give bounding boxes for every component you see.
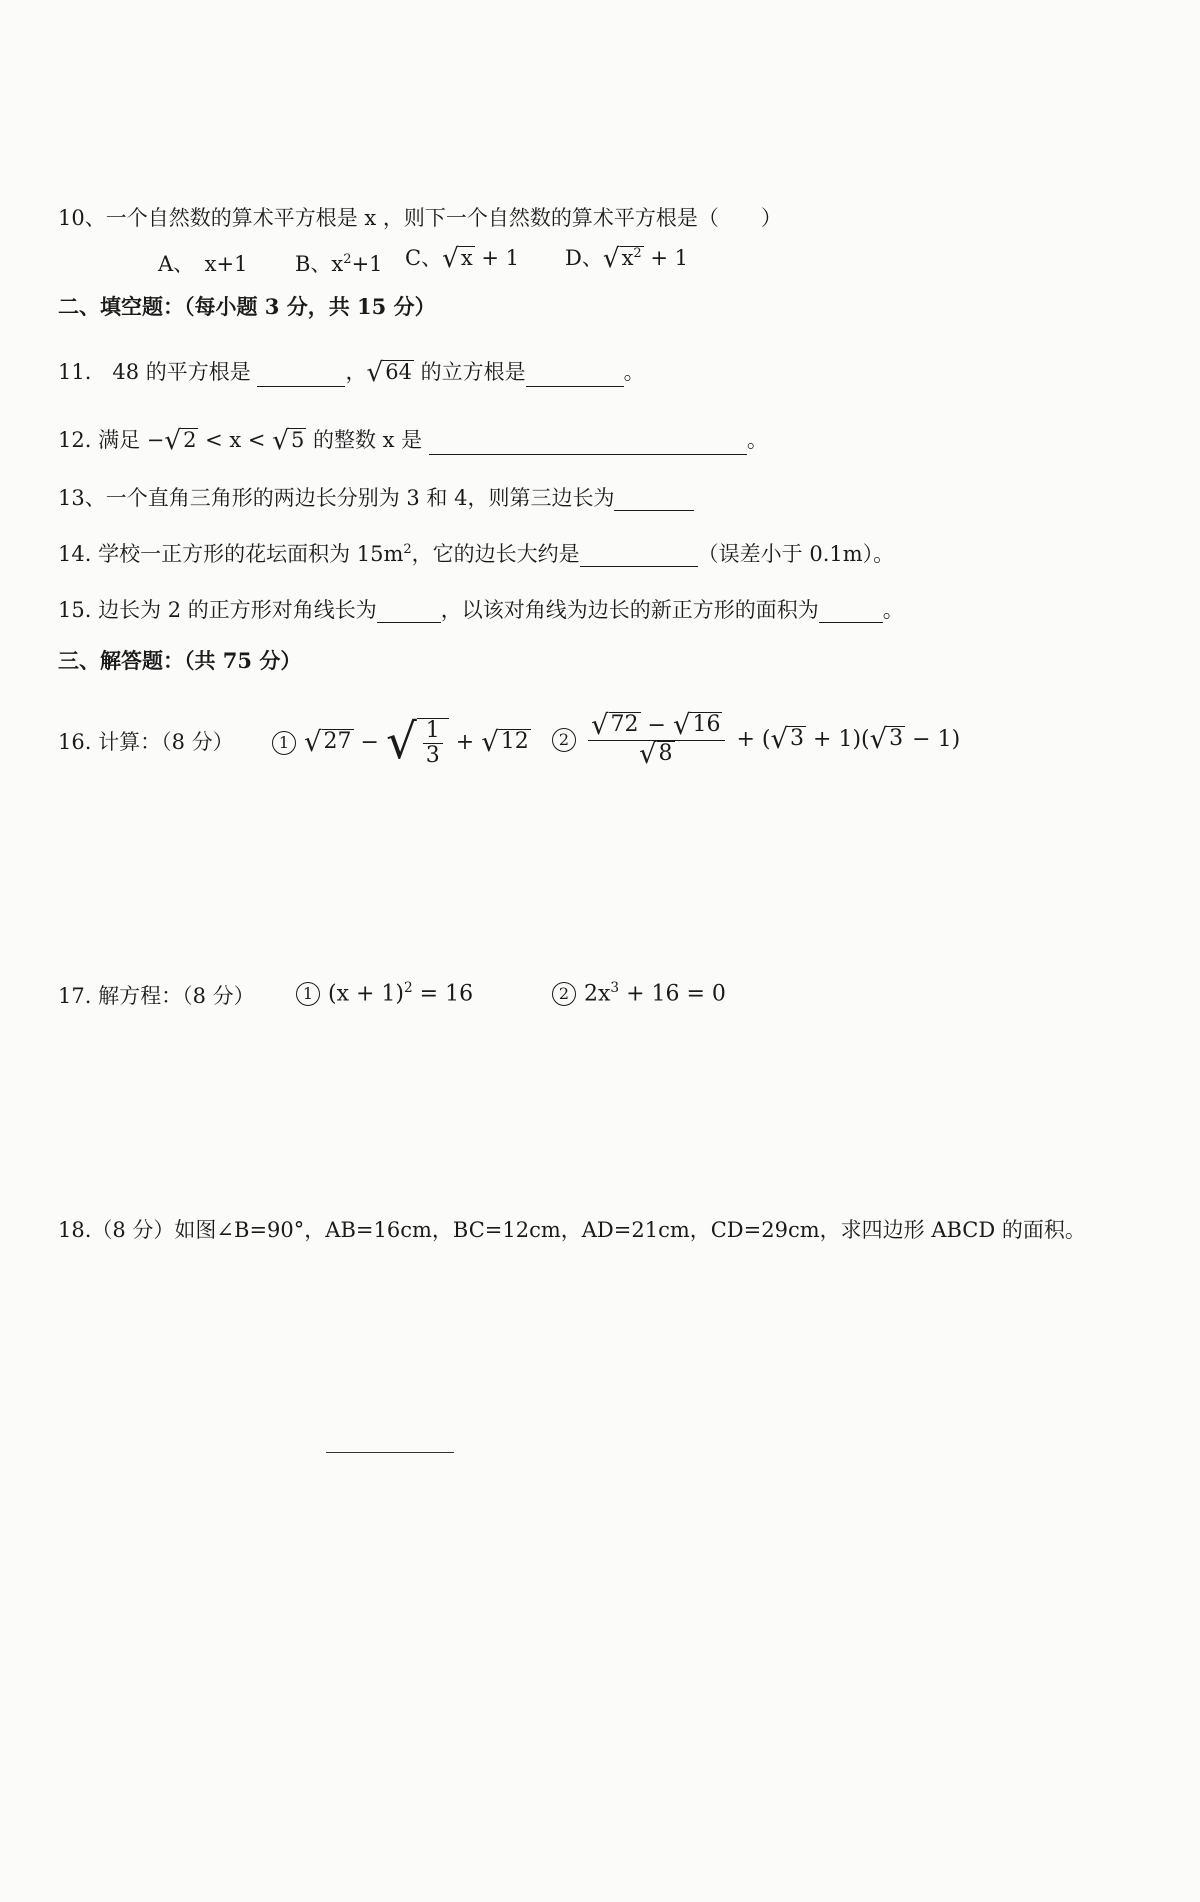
- q17-e1-right: = 16: [412, 981, 474, 1007]
- question-11: [58, 360, 645, 387]
- q16-e2-radicand-3: 3: [790, 726, 805, 752]
- q16-e2-fraction: √ 72 − √ 16 √ 8: [588, 712, 725, 768]
- q17-e2-left: 2x: [584, 981, 611, 1007]
- q17-equation-1: [296, 980, 473, 1008]
- q17-equation-2: [552, 980, 726, 1008]
- q10-option-b: [295, 248, 383, 278]
- section-3-heading: 三、解答题：（共 75 分）: [58, 648, 302, 673]
- q10-option-b-exponent: 2: [343, 252, 352, 267]
- question-15: [58, 598, 904, 623]
- q14-text-2: ，它的边长大约是: [411, 542, 580, 566]
- q11-radicand: 64: [385, 360, 412, 385]
- question-17-label: 17. 解方程：（8 分）: [58, 984, 255, 1008]
- q14-exponent: 2: [403, 542, 412, 557]
- q16-expression-2: [552, 709, 961, 770]
- q10-option-c-sqrt: √ x: [442, 244, 473, 275]
- q12-sqrt-2: √ 5: [272, 426, 305, 457]
- q16-e1-radicand-2: 12: [500, 729, 529, 755]
- q16-e1-plus: +: [448, 730, 482, 756]
- q16-circled-number-1: 1: [272, 731, 296, 755]
- q16-e2-paren-2: − 1): [905, 727, 961, 752]
- q17-circled-number-1: 1: [296, 982, 320, 1006]
- q12-radicand-2: 5: [290, 428, 305, 453]
- q10-option-c-suffix: + 1: [474, 246, 519, 270]
- q14-text-1: 14. 学校一正方形的花坛面积为 15m: [58, 542, 404, 566]
- q12-sqrt-1: √ 2: [164, 426, 197, 457]
- q10-option-d-suffix: + 1: [643, 246, 689, 270]
- question-14: [58, 542, 894, 567]
- q13-text: 13、一个直角三角形的两边长分别为 3 和 4，则第三边长为: [58, 486, 615, 510]
- q15-end: 。: [882, 598, 904, 622]
- q12-radicand-1: 2: [183, 428, 197, 453]
- q10-option-c: [405, 242, 519, 273]
- q11-separator: ，: [345, 360, 367, 384]
- q16-e2-radicand-4: 3: [889, 726, 904, 752]
- q12-blank[interactable]: [429, 432, 747, 455]
- q16-e2-denominator-radicand: 8: [658, 740, 673, 766]
- q10-option-d-sqrt: √ $x^2$: [602, 244, 642, 275]
- q10-option-d-exponent: 2: [633, 246, 642, 262]
- q10-option-c-prefix: C、: [405, 246, 443, 270]
- q16-e1-sqrt-fraction: √ $\frac{1}{3}$: [386, 718, 449, 768]
- q17-circled-number-2: 2: [552, 982, 576, 1006]
- q11-sqrt: √ 64: [366, 358, 412, 389]
- q11-blank-1[interactable]: [257, 364, 345, 387]
- q16-circled-number-2: 2: [552, 728, 576, 752]
- q16-e2-plus: + (: [729, 727, 771, 752]
- q12-text-2: 的整数 x 是: [306, 428, 423, 452]
- q15-blank-2[interactable]: [819, 600, 883, 623]
- q10-option-b-prefix: B、x: [295, 252, 344, 276]
- question-12: [58, 428, 768, 455]
- q16-expression-1: [272, 714, 531, 770]
- q10-option-d: [565, 242, 688, 273]
- q12-text-1: 12. 满足 −: [58, 428, 165, 452]
- q10-option-c-radicand: x: [460, 246, 473, 271]
- q15-blank-1[interactable]: [377, 600, 441, 623]
- q16-e1-fraction-denominator: 3: [425, 743, 440, 769]
- q17-e1-exponent: 2: [404, 980, 413, 996]
- q11-end: 。: [623, 360, 645, 384]
- q16-e2-numerator-minus: −: [640, 712, 673, 738]
- q14-blank[interactable]: [580, 544, 698, 567]
- q11-blank-2[interactable]: [526, 364, 624, 387]
- q10-option-d-radicand: x: [621, 246, 634, 271]
- question-10-stem: 10、一个自然数的算术平方根是 x ，则下一个自然数的算术平方根是（ ）: [58, 206, 782, 230]
- q16-e2-numerator-radicand-2: 16: [692, 712, 721, 737]
- q13-blank[interactable]: [614, 488, 694, 511]
- q17-e2-right: + 16 = 0: [619, 981, 726, 1007]
- q16-e1-fraction-numerator: 1: [423, 719, 443, 744]
- q12-middle: < x <: [198, 428, 273, 452]
- q17-e1-left: (x + 1): [328, 981, 404, 1007]
- question-16-label: 16. 计算：（8 分）: [58, 730, 234, 754]
- q15-text-1: 15. 边长为 2 的正方形对角线长为: [58, 598, 377, 622]
- q16-e2-sqrt-4: √ 3: [869, 723, 904, 756]
- q16-e2-sqrt-3: √ 3: [770, 723, 805, 756]
- q12-end: 。: [746, 428, 768, 452]
- q16-e1-minus: −: [353, 730, 386, 756]
- q15-text-2: ，以该对角线为边长的新正方形的面积为: [440, 598, 819, 622]
- section-2-heading: 二、填空题：（每小题 3 分，共 15 分）: [58, 294, 436, 319]
- q17-e2-exponent: 3: [610, 980, 620, 996]
- q16-e2-paren-1: + 1)(: [806, 727, 870, 752]
- q16-e1-sqrt-1: √ 27: [304, 726, 352, 759]
- q10-option-d-prefix: D、: [565, 246, 603, 270]
- q11-text-2: 的立方根是: [420, 360, 526, 384]
- q11-text-1: 11. 48 的平方根是: [58, 360, 251, 384]
- stray-scan-line: [326, 1452, 454, 1453]
- question-18: 18.（8 分）如图∠B=90°，AB=16cm，BC=12cm，AD=21cm，CD=29cm，求四边形 ABCD 的面积。: [58, 1218, 1086, 1242]
- q16-e2-numerator-radicand-1: 72: [610, 712, 639, 737]
- q10-option-a: A、 x+1: [158, 252, 248, 276]
- question-13: [58, 486, 694, 511]
- q10-option-b-suffix: +1: [351, 252, 383, 276]
- q14-text-3: （误差小于 0.1m）。: [697, 542, 895, 566]
- q16-e1-radicand-1: 27: [323, 729, 352, 755]
- q16-e1-sqrt-2: √ 12: [481, 726, 529, 759]
